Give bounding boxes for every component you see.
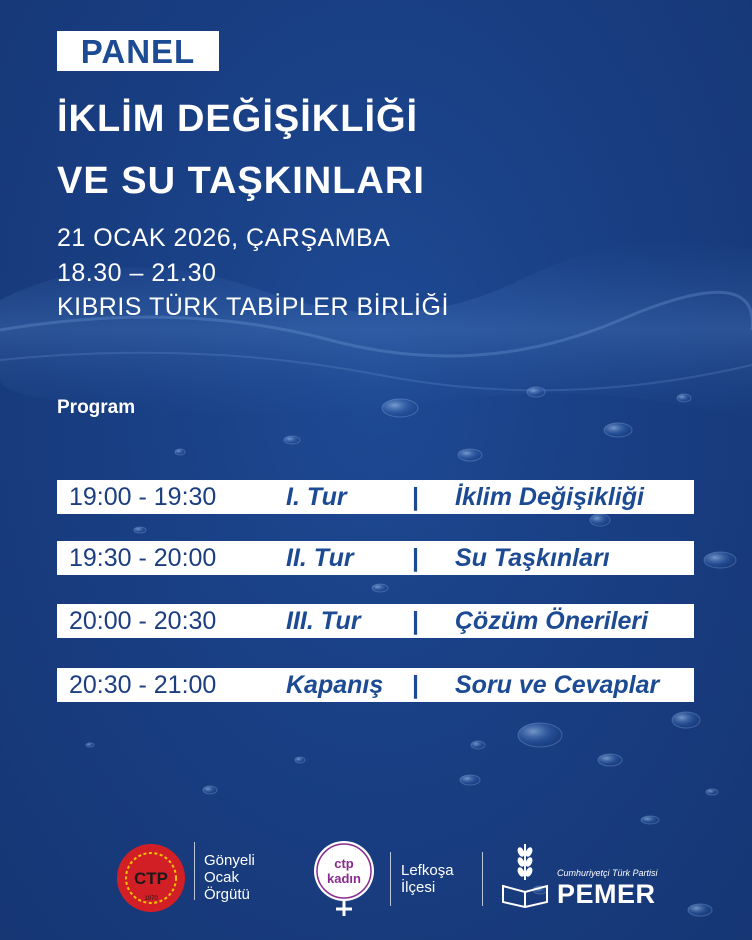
kadin-logo-kadin-text: kadın xyxy=(327,871,361,886)
program-row-session: I. Tur xyxy=(286,483,347,511)
ctp-logo-text: CTP xyxy=(134,869,168,888)
program-row-topic: Çözüm Önerileri xyxy=(455,607,649,635)
program-row xyxy=(57,480,694,514)
footer-divider xyxy=(390,852,391,906)
program-row-separator: | xyxy=(412,671,419,699)
program-row-session: II. Tur xyxy=(286,544,354,572)
ctp-logo-year: 1970 xyxy=(144,896,158,902)
org2-line1: Lefkoşa xyxy=(401,862,454,879)
program-row-time: 20:00 - 20:30 xyxy=(69,607,217,635)
event-title-line2: VE SU TAŞKINLARI xyxy=(57,160,425,202)
event-time: 18.30 – 21.30 xyxy=(57,259,217,287)
pemer-name: PEMER xyxy=(557,879,656,909)
event-date: 21 OCAK 2026, ÇARŞAMBA xyxy=(57,224,391,252)
kadin-logo-ctp-text: ctp xyxy=(334,856,354,871)
footer-divider xyxy=(482,852,483,906)
program-row-session: Kapanış xyxy=(286,671,384,699)
event-venue: KIBRIS TÜRK TABİPLER BİRLİĞİ xyxy=(57,293,449,321)
org1-line1: Gönyeli xyxy=(204,852,255,869)
program-row xyxy=(57,541,694,575)
org1-line2: Ocak xyxy=(204,869,240,886)
program-row-time: 19:30 - 20:00 xyxy=(69,544,217,572)
pemer-subtitle: Cumhuriyetçi Türk Partisi xyxy=(557,868,658,878)
program-row-time: 19:00 - 19:30 xyxy=(69,483,217,511)
program-row-separator: | xyxy=(412,607,419,635)
program-row xyxy=(57,604,694,638)
footer-divider xyxy=(194,842,195,900)
program-row-topic: Su Taşkınları xyxy=(455,544,610,572)
event-title-line1: İKLİM DEĞİŞİKLİĞİ xyxy=(57,98,419,140)
program-row-topic: Soru ve Cevaplar xyxy=(455,671,660,699)
program-heading: Program xyxy=(57,397,136,418)
program-row-separator: | xyxy=(412,544,419,572)
pemer-book-wheat-icon xyxy=(499,840,551,908)
program-row-topic: İklim Değişikliği xyxy=(455,483,644,511)
ctp-kadin-logo xyxy=(308,838,380,918)
program-row-session: III. Tur xyxy=(286,607,361,635)
ctp-logo xyxy=(116,843,186,913)
program-row xyxy=(57,668,694,702)
panel-tag: PANEL xyxy=(57,31,219,71)
org2-line2: İlçesi xyxy=(401,879,436,896)
program-row-time: 20:30 - 21:00 xyxy=(69,671,217,699)
program-row-separator: | xyxy=(412,483,419,511)
org1-line3: Örgütü xyxy=(204,886,250,903)
